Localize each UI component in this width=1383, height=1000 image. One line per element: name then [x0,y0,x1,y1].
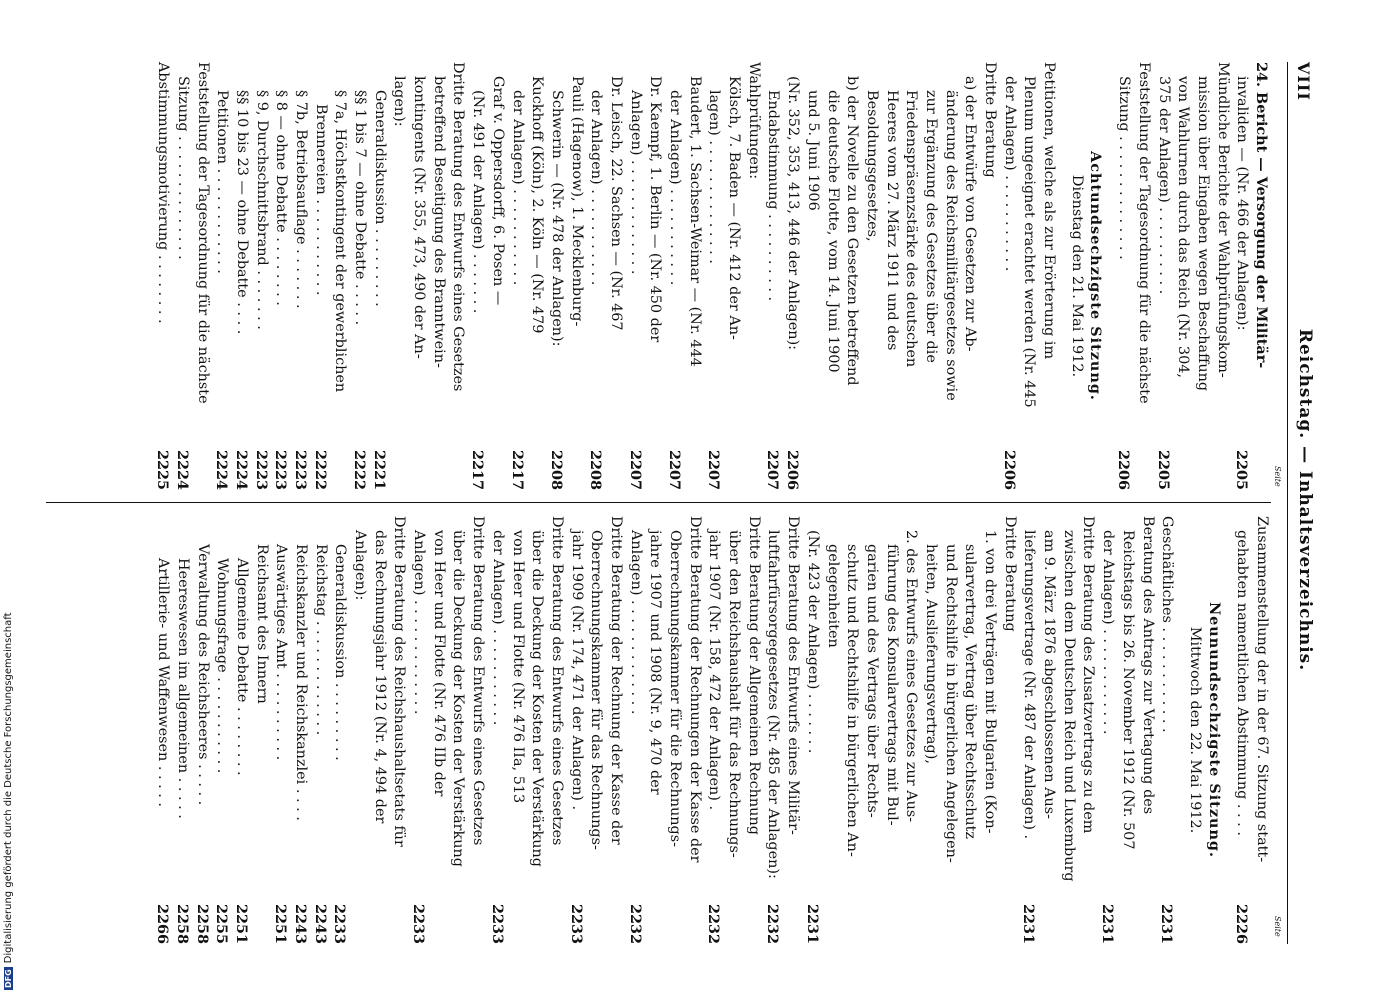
running-title: Reichstag. — Inhaltsverzeichnis. [1295,328,1315,672]
toc-entry-text: Neunundsechzigste Sitzung. [1205,602,1223,858]
toc-entry-text: über die Deckung der Kosten der Verstärkung [529,530,546,867]
toc-entry-text: Reichstag . . . . . . . . . . . . . [312,544,329,736]
toc-entry-text: Dr. Kaempf, 1. Berlin — (Nr. 450 der [647,76,664,343]
toc-entry [369,62,389,490]
toc-entry [999,516,1019,944]
toc-entry-text: Dritte Beratung des Entwurfs eines Gesetzes [470,516,487,846]
toc-page-number: 2207 [666,449,684,490]
toc-entry-text: das Rechnungsjahr 1912 (Nr. 4, 494 der [371,530,388,824]
page-number-roman: VIII [1294,62,1313,101]
toc-entry [428,62,448,490]
toc-page-number: 2251 [232,903,250,944]
toc-page-number: 2222 [311,449,329,490]
toc-entry [231,62,251,490]
toc-entry [172,62,192,490]
toc-entry [999,62,1019,490]
toc-entry [1078,516,1098,944]
toc-entry [1204,516,1224,944]
toc-entry [1086,62,1106,490]
toc-entry-text: mission über Eingaben wegen Beschaffung [1194,76,1211,392]
toc-entry-text: Endabstimmung . . . . . . . . . . [765,90,782,302]
toc-entry-text: Allgemeine Debatte . . . . . . . . [233,558,250,776]
toc-entry-text: änderung des Reichsmilitärgesetzes sowie [942,90,959,401]
toc-page-number: 2205 [1154,449,1172,490]
toc-page-number: 2231 [803,903,821,944]
toc-page-number: 2231 [1020,903,1038,944]
toc-entry-text: von Heer und Flotte (Nr. 476 IIa, 513 [509,530,526,804]
toc-entry [468,516,488,944]
toc-entry-text: sularvertrag, Vertrag über Rechtsschutz [962,544,979,839]
toc-entry-text: gehabten namentlichen Abstimmung . . . . [1234,530,1251,836]
toc-entry-text: Auswärtiges Amt . . . . . . . . . . [273,544,290,761]
toc-entry-text: Besoldungsgesetzes, [863,90,880,242]
toc-entry [192,516,212,944]
toc-entry-text: Baudert, 1. Sachsen-Weimar — (Nr. 444 [686,76,703,367]
toc-entry-text: Brennereien . . . . . . . . . . . [312,104,329,296]
toc-entry [920,62,940,490]
toc-entry-text: garien und des Vertrags über Rechts- [863,544,880,818]
toc-entry [153,516,173,944]
toc-page-number: 2217 [469,449,487,490]
toc-page-number: 2232 [764,903,782,944]
toc-entry [842,516,862,944]
toc-entry-text: Dritte Beratung [982,62,999,178]
toc-entry-text: Graf v. Oppersdorff, 6. Posen — [489,76,506,306]
toc-entry-text: lagen): [391,76,408,127]
toc-entry [566,62,586,490]
toc-entry [1232,516,1252,944]
toc-entry [1232,62,1252,490]
toc-entry [881,62,901,490]
toc-entry-text: Dritte Beratung [1001,516,1018,632]
toc-entry-text: Wohnungsfrage . . . . . . . . . . . [214,558,231,774]
toc-entry-text: gelegenheiten [824,544,841,648]
toc-entry [605,62,625,490]
toc-entry [802,62,822,490]
toc-page-number: 2224 [232,449,250,490]
toc-entry-text: luftfahrfürsorgegesetzes (Nr. 485 der Anlagen): [765,530,782,879]
toc-entry [428,516,448,944]
toc-entry [1224,516,1232,944]
toc-entry [586,516,606,944]
toc-page-number: 2233 [488,903,506,944]
toc-page-number: 2232 [626,903,644,944]
toc-page-number: 2206 [1000,449,1018,490]
toc-entry [546,516,566,944]
toc-entry-text: von Heer und Flotte (Nr. 476 IIb der [430,530,447,797]
toc-entry [271,62,291,490]
toc-page-number: 2208 [547,449,565,490]
toc-entry [704,62,724,490]
toc-entry-text: (Nr. 423 der Anlagen) . . . . . . . [804,530,821,754]
toc-entry [763,62,783,490]
toc-entry-text: (Nr. 352, 353, 413, 446 der Anlagen): [785,76,802,351]
toc-entry [1058,516,1078,944]
toc-entry-text: Generaldiskussion . . . . . . . . . [332,544,349,761]
toc-page-number: 2266 [154,903,172,944]
toc-entry [1019,516,1039,944]
toc-entry-text: von Wahlurnen durch das Reich (Nr. 304, [1175,76,1192,378]
toc-entry [448,62,468,490]
right-column [153,516,1272,944]
toc-entry-text: Beratung des Antrags zur Vertagung des [1139,516,1156,815]
toc-entry [625,62,645,490]
toc-page-number: 2207 [626,449,644,490]
toc-entry-text: Achtundsechzigste Sitzung. [1087,151,1105,401]
toc-entry [251,516,271,944]
toc-entry-text: Plenum ungeeignet erachtet werden (Nr. 445 [1021,76,1038,408]
toc-page-number: 2206 [1115,449,1133,490]
toc-entry [1251,516,1271,944]
toc-entry-text: der Anlagen) . . . . . . . . . . . [489,530,506,726]
toc-entry-text: Zusammenstellung der in der 67. Sitzung statt- [1254,516,1270,863]
toc-page-number: 2206 [784,449,802,490]
toc-entry-text: Heeres vom 27. März 1911 und des [883,90,900,351]
toc-entry [960,516,980,944]
toc-entry [1153,62,1173,490]
toc-entry [192,62,212,490]
toc-entry-text: Feststellung der Tagesordnung für die nächste [194,62,211,404]
toc-entry [507,516,527,944]
toc-entry [271,516,291,944]
toc-page-number: 2207 [705,449,723,490]
header-rule [1287,62,1288,944]
toc-entry [369,516,389,944]
toc-entry-text: Sitzung . . . . . . . . . . . . . . [1116,76,1133,260]
toc-page-number: 2231 [1099,903,1117,944]
toc-entry [566,516,586,944]
toc-page-number: 2223 [252,449,270,490]
toc-entry [290,516,310,944]
toc-entry [546,62,566,490]
toc-entry [468,62,488,490]
toc-entry-text: zwischen dem Deutschen Reich und Luxemburg [1060,530,1077,882]
toc-entry-text: jahr 1909 (Nr. 174, 471 der Anlagen) . [568,530,585,811]
toc-entry-text: Dritte Beratung des Reichshaushaltsetats für [391,516,408,847]
toc-entry [1212,62,1232,490]
toc-entry-text: Reichskanzler und Reichskanzlei . . . . [293,544,309,821]
toc-entry-text: Petitionen . . . . . . . . . . . . [214,90,231,274]
toc-entry-text: Reichstags bis 26. November 1912 (Nr. 507 [1119,530,1136,850]
toc-entry-text: invaliden — (Nr. 466 der Anlagen): [1234,76,1251,331]
toc-entry-text: zur Ergänzung des Gesetzes über die [923,90,939,363]
toc-entry-text: Petitionen, welche als zur Erörterung im [1041,62,1058,360]
toc-entry [822,62,842,490]
toc-entry [212,62,232,490]
toc-entry [408,62,428,490]
toc-page-number: 2225 [154,449,172,490]
toc-entry [704,516,724,944]
toc-page-number: 2233 [410,903,428,944]
toc-entry-text: und Rechtshilfe in bürgerlichen Angelegen- [942,544,959,863]
column-divider [46,502,1271,503]
toc-entry-text: die deutsche Flotte, vom 14. Juni 1900 [824,90,841,373]
toc-entry-text: jahr 1907 (Nr. 158, 472 der Anlagen) . [706,530,723,811]
toc-page-number: 2255 [213,903,231,944]
toc-entry-text: Wahlprüfungen: [745,62,762,180]
toc-entry [763,516,783,944]
toc-entry-text: Generaldiskussion . . . . . . . . . [371,90,388,307]
toc-entry-text: 1. von drei Verträgen mit Bulgarien (Kon- [982,530,999,834]
toc-page-number: 2222 [351,449,369,490]
toc-entry [664,516,684,944]
toc-entry-text: der Anlagen) . . . . . . . . . . . . [1100,530,1117,735]
toc-entry-text: kontingents (Nr. 355, 473, 490 der An- [411,76,428,359]
toc-entry-text: Anlagen) . . . . . . . . . . . . . [627,530,644,715]
toc-entry [231,516,251,944]
toc-entry [940,62,960,490]
toc-entry [1192,62,1212,490]
toc-entry-text: 375 der Anlagen) . . . . . . . . . . [1155,76,1172,295]
toc-entry-text: Dr. Leisch, 22. Sachsen — (Nr. 467 [608,76,624,331]
toc-page-number: 2208 [587,449,605,490]
toc-entry [153,62,173,490]
toc-entry-text: Dritte Beratung des Zusatzvertrags zu dem [1080,516,1097,834]
toc-entry-text: § 9, Durchschnittsbrand . . . . . . . [253,90,270,330]
toc-entry-text: lagen) . . . . . . . . . . . . . . [706,90,723,264]
toc-entry-text: Oberrechnungskammer für das Rechnungs- [588,530,605,850]
toc-entry [901,62,921,490]
toc-entry-text: Anlagen) . . . . . . . . . . . . . [627,90,644,275]
toc-entry [645,516,665,944]
toc-entry [408,516,428,944]
toc-page-number: 2223 [272,449,290,490]
toc-entry-text: Pauli (Hagenow), 1. Mecklenburg- [568,76,585,327]
toc-page-number: 2243 [292,903,309,944]
toc-entry-text: Kuckhoff (Köln), 2. Köln — (Nr. 479 [529,76,546,334]
toc-entry-text: Mittwoch den 22. Mai 1912. [1186,626,1203,834]
toc-entry [723,62,743,490]
toc-entry-text: Verwaltung des Reichsheeres . . . . . [194,544,211,806]
toc-entry-text: Dritte Beratung des Entwurfs eines Militär- [785,516,802,835]
toc-entry [1157,516,1177,944]
toc-entry [743,516,763,944]
toc-entry [290,62,310,490]
toc-entry [507,62,527,490]
toc-entry [1133,62,1153,490]
toc-entry-text: §§ 1 bis 7 — ohne Debatte . . . . . [352,90,369,326]
toc-entry [349,62,369,490]
toc-entry-text: Anlagen) . . . . . . . . . . . . . [411,530,428,715]
toc-entry [901,516,921,944]
toc-entry-text: a) der Entwürfe von Gesetzen zur Ab- [962,76,979,352]
toc-entry [1066,62,1086,490]
toc-entry-text: Artillerie- und Waffenwesen . . . . . [155,558,172,808]
toc-entry [861,516,881,944]
toc-entry [664,62,684,490]
toc-entry [212,516,232,944]
toc-entry [389,516,409,944]
toc-entry [448,516,468,944]
toc-page-number: 2251 [272,903,290,944]
toc-entry [1106,62,1114,490]
toc-entry [783,516,803,944]
toc-entry [586,62,606,490]
toc-page-number: 2232 [705,903,723,944]
toc-entry-text: der Anlagen) . . . . . . . . . . . [667,90,684,286]
toc-entry [1137,516,1157,944]
toc-entry-text: Dienstag den 21. Mai 1912. [1068,174,1085,378]
seite-label-left: Seite [1273,466,1282,487]
toc-page-number: 2226 [1233,903,1251,944]
toc-page-number: 2221 [370,449,388,490]
toc-entry [527,516,547,944]
toc-entry [1038,516,1058,944]
toc-entry [389,62,409,490]
toc-entry [251,62,271,490]
toc-entry-text: 2. des Entwurfs eines Gesetzes zur Aus- [903,530,920,823]
toc-entry [1058,62,1066,490]
toc-page-number: 2217 [508,449,526,490]
toc-entry-text: §§ 10 bis 23 — ohne Debatte . . . . [233,90,250,335]
toc-entry [310,516,330,944]
toc-entry [861,62,881,490]
toc-entry [802,516,822,944]
toc-entry-text: § 7a, Höchstkontingent der gewerblichen [332,90,349,393]
toc-entry-text: heiten, Auslieferungsvertrag), [923,544,939,764]
toc-entry-text: der Anlagen) . . . . . . . . . . . [509,90,526,286]
toc-entry [330,516,350,944]
toc-page-number: 2223 [292,449,309,490]
toc-entry [1098,516,1118,944]
toc-entry-text: führung des Konsularvertrags mit Bul- [883,544,900,826]
toc-entry-text: (Nr. 491 der Anlagen) . . . . . . . [470,90,487,314]
toc-entry [881,516,901,944]
toc-entry-text: Dritte Beratung des Entwurfs eines Gesetzes [548,516,565,846]
toc-entry [979,62,999,490]
toc-entry [1019,62,1039,490]
toc-entry [940,516,960,944]
toc-entry [960,62,980,490]
toc-entry [1117,516,1137,944]
toc-entry [979,516,999,944]
toc-entry [605,516,625,944]
toc-entry-text: Dritte Beratung der Rechnung der Kasse der [608,516,624,845]
toc-page-number: 2233 [567,903,585,944]
toc-entry-text: schutz und Rechtshilfe in bürgerlichen An- [844,544,861,857]
toc-entry [1038,62,1058,490]
toc-entry [1173,62,1193,490]
toc-entry [310,62,330,490]
toc-entry-text: Dritte Beratung des Entwurfs eines Gesetzes [450,62,467,392]
toc-entry-text: Anlagen): [352,530,369,601]
toc-entry-text: betreffend Beseitigung des Branntwein- [430,76,447,368]
toc-entry [1176,516,1184,944]
toc-entry [684,62,704,490]
toc-entry-text: Dritte Beratung der Rechnungen der Kasse der [686,516,703,863]
toc-entry-text: jahre 1907 und 1908 (Nr. 9, 470 der [647,530,664,795]
toc-entry-text: Feststellung der Tagesordnung für die nächste [1135,62,1152,404]
toc-entry [1184,516,1204,944]
toc-entry [684,516,704,944]
toc-entry-text: Dritte Beratung der Allgemeinen Rechnung [745,516,762,835]
toc-entry-text: der Anlagen) . . . . . . . . . . . [588,90,605,286]
toc-entry-text: über den Reichshaushalt für das Rechnungs- [726,530,743,858]
toc-entry-text: § 7b, Betriebsauflage . . . . . . . [293,90,309,309]
toc-entry [527,62,547,490]
toc-page-number: 2243 [311,903,329,944]
toc-entry [349,516,369,944]
toc-entry [743,62,763,490]
toc-entry [1114,62,1134,490]
toc-entry [783,62,803,490]
toc-entry-text: Sitzung . . . . . . . . . . . . . . [174,76,191,260]
toc-entry-text: Oberrechnungskammer für die Rechnungs- [667,530,684,847]
digitization-note: Digitalisierung gefördert durch die Deutsche Forschungsgemeinschaft [3,612,14,964]
toc-page-number: 2207 [764,449,782,490]
left-column [153,62,1272,490]
toc-entry-text: der Anlagen) . . . . . . . . . . . [1001,76,1018,272]
toc-entry-text: Reichsamt des Innern [253,544,270,704]
toc-entry-text: Abstimmungsmotivierung . . . . . . . . [155,62,172,324]
toc-entry-text: Heereswesen im allgemeinen . . . . . [174,558,191,819]
toc-entry-text: Schwerin — (Nr. 478 der Anlagen): [548,90,565,347]
seite-label-right: Seite [1273,916,1282,937]
toc-entry-text: 24. Bericht — Versorgung der Militär- [1253,62,1270,369]
toc-page-number: 2233 [331,903,349,944]
toc-entry-text: Mündliche Berichte der Wahlprüfungskom- [1214,62,1231,378]
toc-entry [330,62,350,490]
digitization-footer [3,590,17,990]
toc-entry [172,516,192,944]
toc-entry [1251,62,1271,490]
toc-entry-text: lieferungsvertrage (Nr. 487 der Anlagen) . [1021,530,1038,840]
dfg-logo: DFG [4,969,13,988]
toc-entry [842,62,862,490]
toc-entry [822,516,842,944]
toc-entry-text: b) der Novelle zu den Gesetzen betreffend [844,76,861,386]
toc-entry [645,62,665,490]
toc-page-number: 2224 [173,449,191,490]
toc-page-number: 2224 [213,449,231,490]
toc-entry-text: am 9. März 1876 abgeschlossenen Aus- [1041,530,1058,819]
toc-entry [723,516,743,944]
toc-entry [487,516,507,944]
toc-page-number: 2231 [1158,903,1176,944]
toc-entry [625,516,645,944]
toc-page-number: 2205 [1233,449,1251,490]
toc-entry-text: § 8 — ohne Debatte . . . . . . . . [273,90,290,306]
toc-entry-text: Kölsch, 7. Baden — (Nr. 412 der An- [726,76,743,340]
toc-entry [487,62,507,490]
toc-entry [920,516,940,944]
toc-entry-text: über die Deckung der Kosten der Verstärkung [450,530,467,867]
toc-page-number: 2258 [173,903,191,944]
toc-page-number: 2258 [193,903,211,944]
toc-entry-text: Geschäftliches . . . . . . . . . . . . [1159,516,1176,733]
toc-entry-text: Friedenspräsenzstärke des deutschen [903,90,920,368]
toc-entry-text: und 5. Juni 1906 [804,90,821,211]
